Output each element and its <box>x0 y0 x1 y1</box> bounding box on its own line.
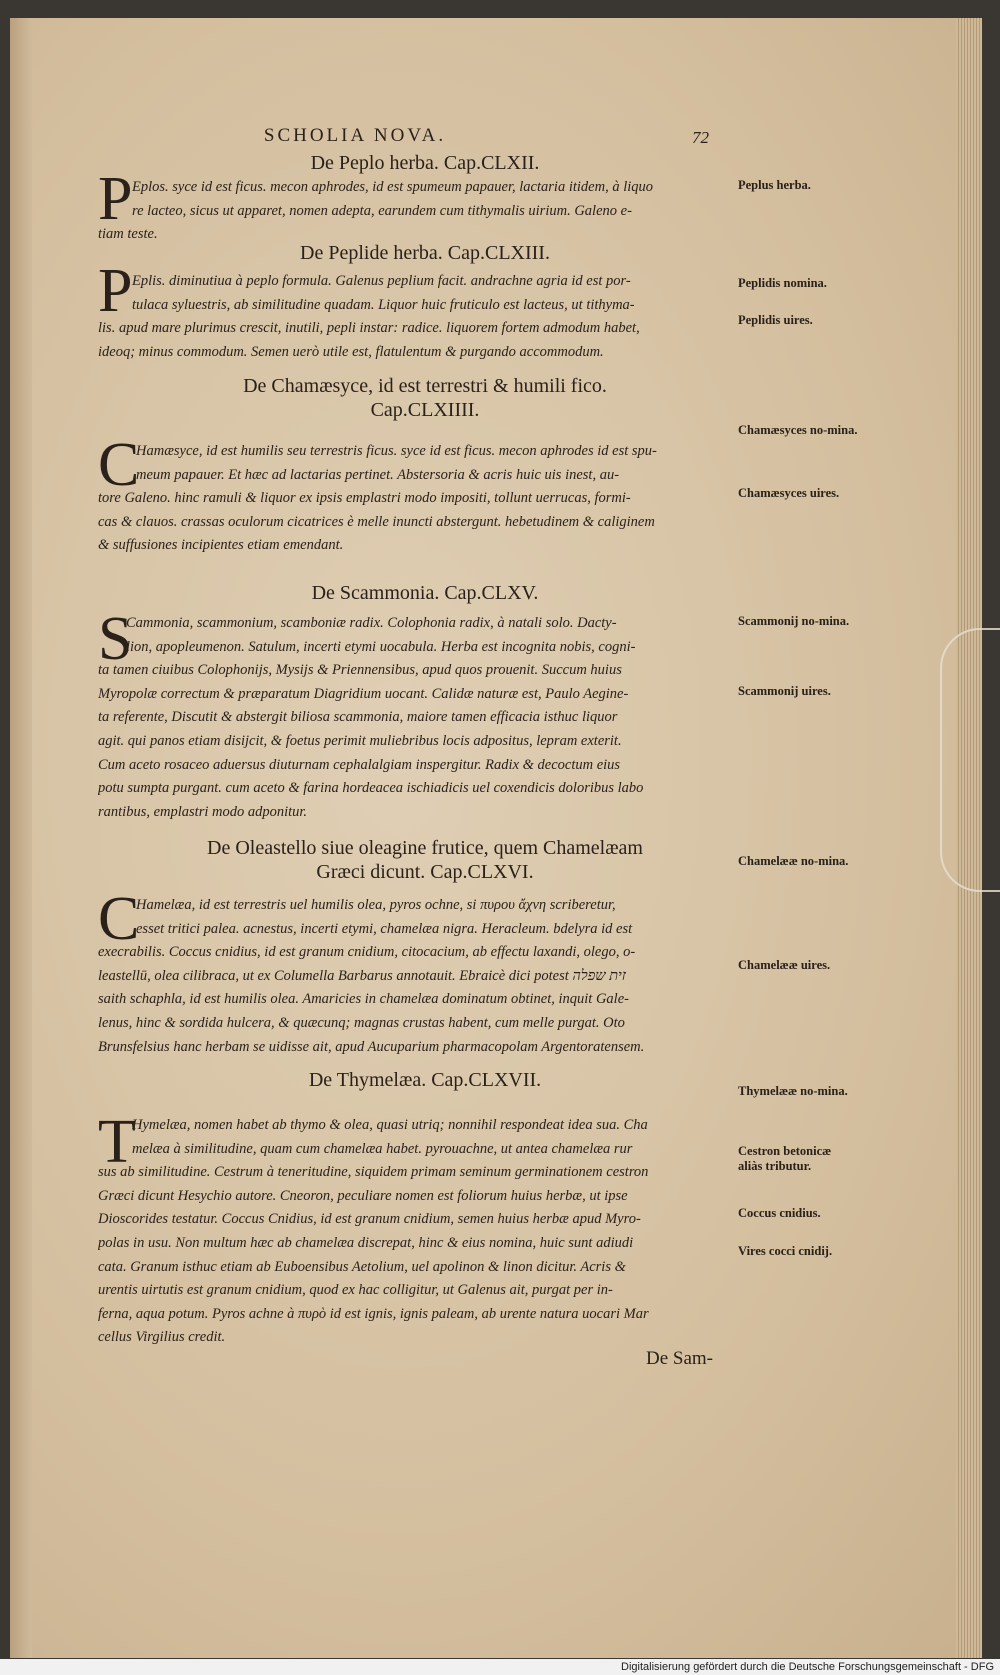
section-text <box>98 612 738 824</box>
text-line: Hamæsyce, id est humilis seu terrestris ficus. syce id est ficus. mecon aphrodes id est spu- <box>136 443 657 459</box>
text-line: & suffusiones incipientes etiam emendant. <box>98 537 344 554</box>
running-title: SCHOLIA NOVA. <box>263 125 447 146</box>
text-line: sus ab similitudine. Cestrum à teneritudine, siquidem primam seminum germinationem cestron <box>98 1164 649 1181</box>
text-line: execrabilis. Coccus cnidius, id est granum cnidium, citocacium, ab effectu laxandi, olego, o- <box>98 944 636 961</box>
text-line: Hamelæa, id est terrestris uel humilis olea, pyros ochne, si πυρου ἄχνη scriberetur, <box>136 897 616 913</box>
margin-note: Peplidis nomina. <box>738 276 827 290</box>
section-heading: De Scammonia. Cap.CLXV. <box>311 582 539 604</box>
text-line: ferna, aqua potum. Pyros achne à πυρὸ id est ignis, ignis paleam, ab urente natura uocari Mar <box>98 1305 649 1322</box>
margin-note: Coccus cnidius. <box>738 1206 821 1220</box>
margin-note: Peplus herba. <box>738 178 811 192</box>
margin-note: Chamæsyces uires. <box>738 486 840 500</box>
margin-note: Chamelææ no-mina. <box>738 854 849 868</box>
text-line: meum papauer. Et hæc ad lactarias pertinet. Abstersoria & acris huic uis inest, au- <box>136 466 620 483</box>
drop-cap: C <box>98 885 140 953</box>
page-number: 72 <box>692 128 709 147</box>
text-line: urentis uirtutis est granum cnidium, quod ex hac colligitur, ut Galenus ait, purgat per in- <box>98 1282 613 1299</box>
drop-cap: C <box>98 431 140 499</box>
text-line: potu sumpta purgant. cum aceto & farina hordeacea ischiadicis uel coxendicis doloribus labo <box>98 780 644 797</box>
section-text <box>98 270 738 364</box>
text-line: Cammonia, scammonium, scamboniæ radix. Colophonia radix, à natali solo. Dacty- <box>126 615 617 631</box>
margin-note: Scammonij uires. <box>738 684 831 698</box>
drop-cap: S <box>98 605 133 673</box>
margin-note: Chamæsyces no-mina. <box>738 423 858 437</box>
footer-credit <box>0 1659 1000 1675</box>
catchword: De Sam- <box>646 1348 714 1369</box>
section-text <box>98 1114 738 1350</box>
margin-note: Peplidis uires. <box>738 313 813 327</box>
text-line: polas in usu. Non multum hæc ab chamelæa discrepat, hinc & eius nomina, huic sunt adiudi <box>98 1234 634 1251</box>
book-page <box>10 18 982 1658</box>
text-line: cata. Granum isthuc etiam ab Euboensibus Aetolium, uel apolinon & linon dicitur. Acris & <box>98 1258 626 1275</box>
section-heading: De Thymelæa. Cap.CLXVII. <box>308 1069 542 1091</box>
text-line: ta referente, Discutit & abstergit biliosa scammonia, maiore tamen efficacia isthuc liquor <box>98 709 618 726</box>
section-heading: De Oleastello siue oleagine frutice, quem Chamelæam <box>207 837 643 859</box>
text-line: Eplos. syce id est ficus. mecon aphrodes, id est spumeum papauer, lactaria itidem, à liquo <box>132 179 653 195</box>
section-heading-cont: Cap.CLXIIII. <box>370 399 480 421</box>
section-text <box>98 894 738 1059</box>
section-heading: De Peplo herba. Cap.CLXII. <box>310 152 540 174</box>
text-line: melæa à similitudine, quam cum chamelæa habet. pyrouachne, ut antea chamelæa rur <box>132 1140 633 1157</box>
section-heading-cont: Græci dicunt. Cap.CLXVI. <box>316 861 534 883</box>
drop-cap: P <box>98 257 133 325</box>
text-line: leastellū, olea cilibraca, ut ex Columella Barbarus annotauit. Ebraicè dici potest זית שפלה <box>98 967 626 984</box>
text-line: cas & clauos. crassas oculorum cicatrices è melle inuncti abstergunt. hebetudinem & caliginem <box>98 513 655 530</box>
footer-text: Digitalisierung gefördert durch die Deutsche Forschungsgemeinschaft - DFG <box>621 1661 994 1673</box>
text-line: tulaca syluestris, ab similitudine quadam. Liquor huic fruticulo est lacteus, ut tithyma- <box>132 296 635 313</box>
page-binding <box>10 18 32 1658</box>
text-line: Eplis. diminutiua à peplo formula. Galenus peplium facit. andrachne agria id est por- <box>132 273 631 289</box>
text-line: Cum aceto rosaceo aduersus diuturnam cephalalgiam inspergitur. Radix & decoctum eius <box>98 756 621 773</box>
text-line: tore Galeno. hinc ramuli & liquor ex ipsis emplastri modo impositi, tollunt uerrucas, formi- <box>98 490 631 507</box>
text-line: Græci dicunt Hesychio autore. Cneoron, peculiare nomen est foliorum huius herbæ, ut ipse <box>98 1187 628 1204</box>
text-line: esset tritici palea. acnestus, incerti etymi, chamelæa nigra. Heracleum. bdelyra id est <box>136 920 633 937</box>
text-line: rantibus, emplastri modo adponitur. <box>98 803 308 820</box>
margin-note: Thymelææ no-mina. <box>738 1084 848 1098</box>
text-line: agit. qui panos etiam disijcit, & foetus perimit muliebribus locis adpositus, lepram exterit. <box>98 732 622 749</box>
text-line: cellus Virgilius credit. <box>98 1329 226 1346</box>
text-line: lis. apud mare plurimus crescit, inutili, pepli instar: radice. liquorem fortem admodum habet, <box>98 320 640 337</box>
text-line: Dioscorides testatur. Coccus Cnidius, id est granum cnidium, semen huius herbæ apud Myro- <box>98 1211 641 1228</box>
margin-note: Scammonij no-mina. <box>738 614 850 628</box>
section-heading: De Chamæsyce, id est terrestri & humili fico. <box>243 375 607 397</box>
text-line: Myropolæ correctum & præparatum Diagridium uocant. Calidæ naturæ est, Paulo Aegine- <box>98 685 629 702</box>
text-line: Brunsfelsius hanc herbam se uidisse ait, apud Aucuparium pharmacopolam Argentoratensem. <box>98 1038 645 1055</box>
section-heading: De Peplide herba. Cap.CLXIII. <box>300 242 550 264</box>
section-text <box>98 176 738 247</box>
drop-cap: T <box>98 1108 136 1176</box>
text-line: ta tamen ciuibus Colophonijs, Mysijs & Priennensibus, apud quos prouenit. Succum huius <box>98 662 622 679</box>
text-line: ideoq; minus commodum. Semen uerò utile est, flatulentum & purgando accommodum. <box>98 343 604 360</box>
margin-note: Chamelææ uires. <box>738 958 831 972</box>
text-line: re lacteo, sicus ut apparet, nomen adepta, earundem cum tithymalis uirium. Galeno e- <box>132 202 632 219</box>
text-line: saith schaphla, id est humilis olea. Amaricies in chamelæa dominatum obtinet, inquit Gale- <box>98 991 629 1008</box>
text-line: Hymelæa, nomen habet ab thymo & olea, quasi utriq; nonnihil respondeat idea sua. Cha <box>132 1117 648 1133</box>
section-text <box>98 440 738 558</box>
text-line: tiam teste. <box>98 226 158 243</box>
text-line: lenus, hinc & sordida hulcera, & quæcunq; magnas crustas habent, cum melle purgat. Oto <box>98 1014 625 1031</box>
page-clip <box>940 628 1000 892</box>
margin-note: Vires cocci cnidij. <box>738 1244 833 1258</box>
text-line: lion, apopleumenon. Satulum, incerti etymi uocabula. Herba est incognita nobis, cogni- <box>126 638 636 655</box>
drop-cap: P <box>98 165 133 233</box>
margin-note: Cestron betonicæ aliàs tributur. <box>738 1144 832 1173</box>
